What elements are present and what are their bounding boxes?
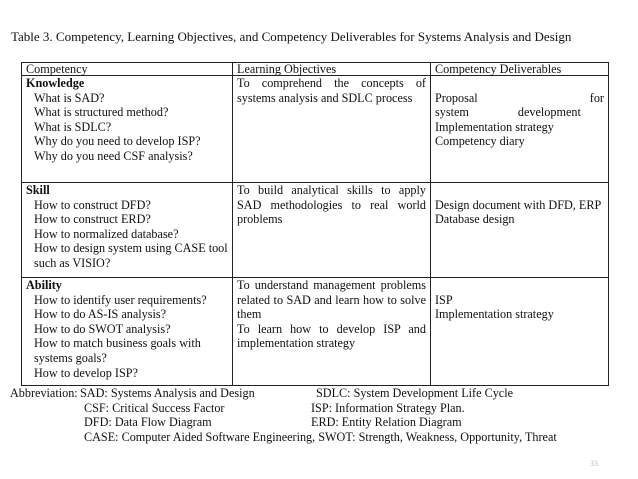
- abbreviation-item: CASE: Computer Aided Software Engineering, SWOT: Strength, Weakness, Opportunity, Threat: [84, 429, 557, 444]
- competency-table: [21, 62, 609, 386]
- objectives-cell: [233, 76, 431, 183]
- competency-cell: [22, 76, 233, 183]
- question-item: How to do AS-IS analysis?: [34, 307, 167, 322]
- table-row-skill: [22, 183, 609, 278]
- question-item: How to construct DFD?: [34, 197, 151, 212]
- abbreviation-item: ERD: Entity Relation Diagram: [311, 415, 462, 430]
- question-item: How to develop ISP?: [34, 365, 138, 380]
- objective-text: To understand management problems related to SAD and learn how to solve them: [237, 278, 426, 322]
- table-row-knowledge: [22, 76, 609, 183]
- objectives-cell: [233, 183, 431, 278]
- objective-text: To build analytical skills to apply SAD methodologies to real world problems: [237, 183, 426, 227]
- deliverables-cell: [431, 278, 609, 386]
- deliverables-cell: [431, 183, 609, 278]
- question-item: How to match business goals with systems goals?: [34, 336, 201, 365]
- question-item: How to normalized database?: [34, 226, 179, 241]
- deliverable-item: Implementation strategy: [435, 119, 554, 134]
- competency-cell: [22, 183, 233, 278]
- question-item: What is SDLC?: [34, 119, 112, 134]
- question-item: How to identify user requirements?: [34, 292, 207, 307]
- abbreviation-item: SAD: Systems Analysis and Design: [80, 386, 255, 400]
- header-competency: Competency: [22, 63, 233, 76]
- category-label: Ability: [26, 278, 62, 292]
- page-number: 33: [590, 459, 598, 468]
- header-learning-objectives: Learning Objectives: [233, 63, 431, 76]
- objective-text: To learn how to develop ISP and implementation strategy: [237, 321, 426, 351]
- question-item: Why do you need CSF analysis?: [34, 148, 193, 163]
- question-item: How to do SWOT analysis?: [34, 321, 171, 336]
- category-label: Knowledge: [26, 76, 85, 90]
- table-header-row: [22, 63, 609, 76]
- table-row-ability: [22, 278, 609, 386]
- deliverable-item: Proposal for system development: [435, 90, 604, 120]
- table-caption: Table 3. Competency, Learning Objectives, and Competency Deliverables for Systems Analysis and Design: [11, 29, 572, 44]
- deliverable-item: Design document with DFD, ERP: [435, 197, 602, 212]
- deliverables-cell: [431, 76, 609, 183]
- abbreviation-item: SDLC: System Development Life Cycle: [316, 386, 513, 400]
- abbreviation-item: ISP: Information Strategy Plan.: [311, 400, 465, 415]
- deliverable-item: ISP: [435, 292, 453, 307]
- question-item: What is SAD?: [34, 90, 105, 105]
- objective-text: To comprehend the concepts of systems analysis and SDLC process: [237, 76, 426, 105]
- question-item: What is structured method?: [34, 105, 169, 120]
- header-competency-deliverables: Competency Deliverables: [431, 63, 609, 76]
- abbreviation-label: Abbreviation:: [10, 386, 78, 400]
- competency-cell: [22, 278, 233, 386]
- abbreviation-item: DFD: Data Flow Diagram: [84, 415, 212, 430]
- deliverable-item: Database design: [435, 212, 515, 227]
- objectives-cell: [233, 278, 431, 386]
- question-item: How to design system using CASE tool such as VISIO?: [34, 241, 228, 270]
- deliverable-item: Implementation strategy: [435, 307, 554, 322]
- question-item: Why do you need to develop ISP?: [34, 134, 201, 149]
- abbreviation-item: CSF: Critical Success Factor: [84, 400, 225, 415]
- category-label: Skill: [26, 183, 50, 197]
- deliverable-item: Competency diary: [435, 134, 525, 149]
- question-item: How to construct ERD?: [34, 212, 151, 227]
